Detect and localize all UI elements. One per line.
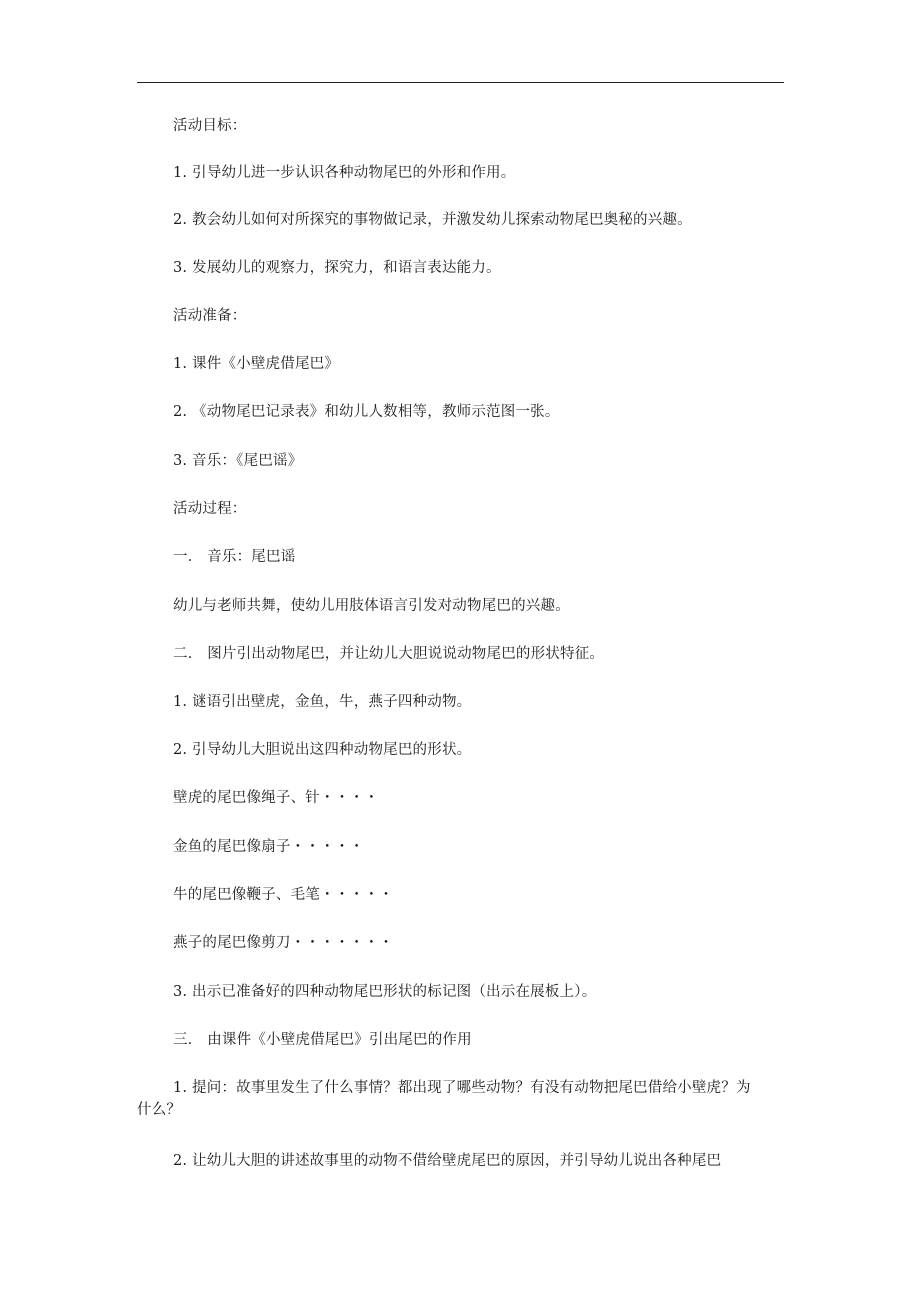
section-heading-goals: 活动目标： bbox=[173, 118, 247, 134]
tail-description: 壁虎的尾巴像绳子、针・・・・ bbox=[173, 790, 379, 806]
process-item: 3. 出示已准备好的四种动物尾巴形状的标记图（出示在展板上）。 bbox=[173, 984, 597, 1000]
process-step-heading: 三． 由课件《小壁虎借尾巴》引出尾巴的作用 bbox=[173, 1032, 472, 1048]
tail-description: 金鱼的尾巴像扇子・・・・・ bbox=[173, 839, 365, 855]
process-item: 1. 谜语引出壁虎，金鱼，牛，燕子四种动物。 bbox=[173, 694, 472, 710]
process-step-heading: 一． 音乐：尾巴谣 bbox=[173, 549, 296, 565]
preparation-item: 2. 《动物尾巴记录表》和幼儿人数相等，教师示范图一张。 bbox=[173, 404, 560, 420]
goal-item: 2. 教会幼儿如何对所探究的事物做记录，并激发幼儿探索动物尾巴奥秘的兴趣。 bbox=[173, 212, 692, 228]
process-text: 幼儿与老师共舞，使幼儿用肢体语言引发对动物尾巴的兴趣。 bbox=[173, 598, 570, 614]
process-item: 1. 提问：故事里发生了什么事情？都出现了哪些动物？有没有动物把尾巴借给小壁虎？为什么？ bbox=[137, 1080, 751, 1118]
goal-item: 3. 发展幼儿的观察力，探究力，和语言表达能力。 bbox=[173, 260, 501, 276]
goal-item: 1. 引导幼儿进一步认识各种动物尾巴的外形和作用。 bbox=[173, 165, 516, 181]
preparation-item: 3. 音乐：《尾巴谣》 bbox=[173, 453, 303, 469]
section-heading-process: 活动过程： bbox=[173, 501, 247, 517]
process-item: 2. 让幼儿大胆的讲述故事里的动物不借给壁虎尾巴的原因，并引导幼儿说出各种尾巴 bbox=[173, 1153, 722, 1169]
tail-description: 燕子的尾巴像剪刀・・・・・・・ bbox=[173, 935, 394, 951]
preparation-item: 1. 课件《小壁虎借尾巴》 bbox=[173, 356, 340, 372]
section-heading-preparation: 活动准备： bbox=[173, 308, 247, 324]
process-item: 2. 引导幼儿大胆说出这四种动物尾巴的形状。 bbox=[173, 742, 472, 758]
tail-description: 牛的尾巴像鞭子、毛笔・・・・・ bbox=[173, 887, 394, 903]
process-step-heading: 二． 图片引出动物尾巴，并让幼儿大胆说说动物尾巴的形状特征。 bbox=[173, 646, 605, 662]
header-rule bbox=[137, 82, 784, 83]
